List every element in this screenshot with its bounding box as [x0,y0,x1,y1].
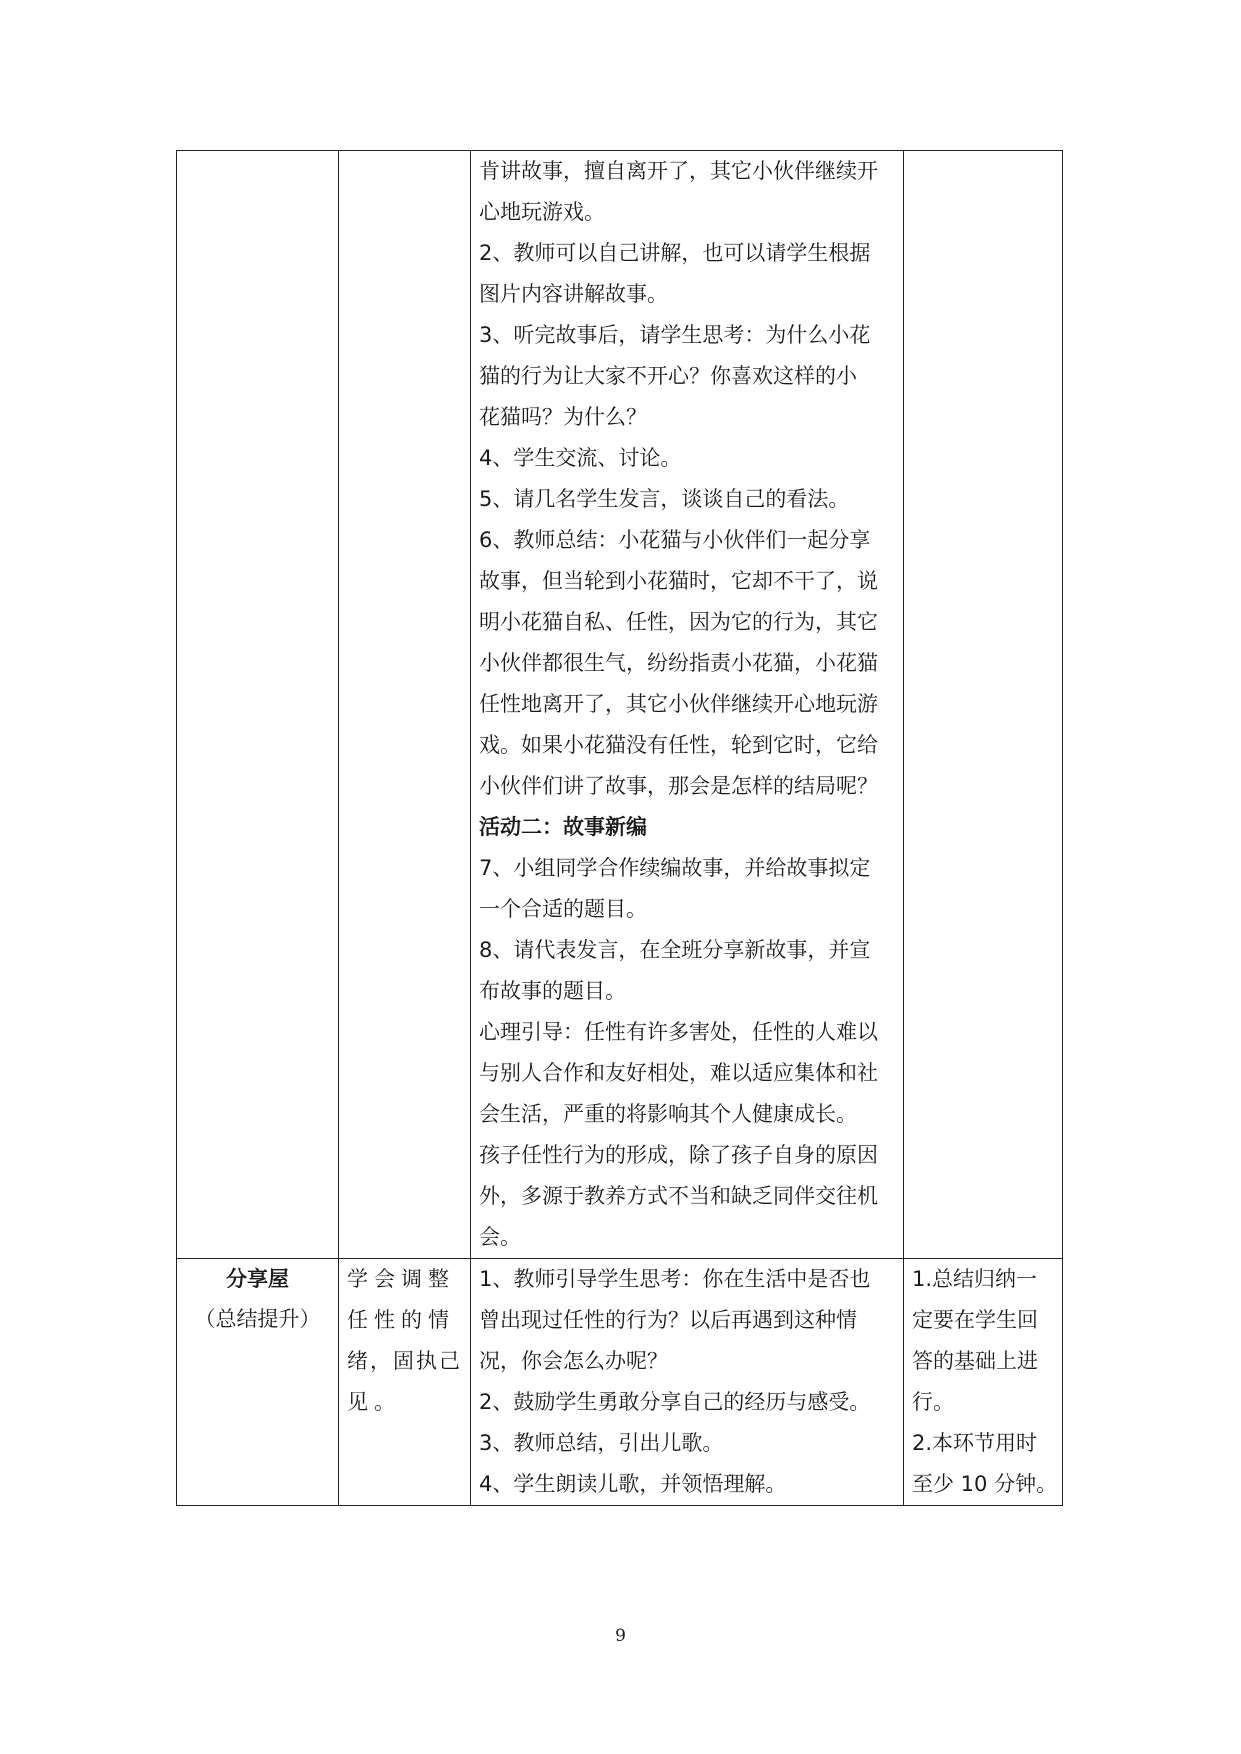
lesson-plan-table [176,150,1063,1506]
goal-cell-empty [339,151,471,1259]
process-line: 7、小组同学合作续编故事，并给故事拟定 [479,856,871,880]
page-number: 9 [615,1626,626,1646]
note-line: 1.总结归纳一 [912,1267,1038,1291]
process-line: 心地玩游戏。 [479,200,605,224]
process-line: 会生活，严重的将影响其个人健康成长。 [479,1102,857,1126]
process-line: 外，多源于教养方式不当和缺乏同伴交往机 [479,1184,878,1208]
process-line: 5、请几名学生发言，谈谈自己的看法。 [479,487,850,511]
activity-heading: 活动二：故事新编 [479,815,647,839]
goal-line: 学会调整 [347,1267,455,1291]
stage-cell-empty [177,151,339,1259]
note-line: 答的基础上进 [912,1349,1038,1373]
process-cell [471,151,904,1259]
process-line: 4、学生交流、讨论。 [479,446,682,470]
process-line: 小伙伴都很生气，纷纷指责小花猫，小花猫 [479,651,878,675]
stage-cell [177,1259,339,1506]
process-line: 一个合适的题目。 [479,897,647,921]
process-line: 小伙伴们讲了故事，那会是怎样的结局呢？ [479,774,878,798]
process-line: 孩子任性行为的形成，除了孩子自身的原因 [479,1143,878,1167]
note-line: 至少 10 分钟。 [912,1472,1058,1496]
process-cell [471,1259,904,1506]
process-line: 4、学生朗读儿歌，并领悟理解。 [479,1472,787,1496]
goal-line: 见。 [347,1390,401,1414]
process-line: 布故事的题目。 [479,979,626,1003]
process-line: 曾出现过任性的行为？以后再遇到这种情 [479,1308,857,1332]
process-line: 肯讲故事，擅自离开了，其它小伙伴继续开 [479,159,878,183]
process-line: 6、教师总结：小花猫与小伙伴们一起分享 [479,528,871,552]
process-line: 猫的行为让大家不开心？你喜欢这样的小 [479,364,857,388]
process-line: 戏。如果小花猫没有任性，轮到它时，它给 [479,733,878,757]
note-line: 定要在学生回 [912,1308,1038,1332]
goal-line: 任性的情 [347,1308,455,1332]
process-line: 2、教师可以自己讲解，也可以请学生根据 [479,241,871,265]
process-line: 3、教师总结，引出儿歌。 [479,1431,724,1455]
process-line: 图片内容讲解故事。 [479,282,668,306]
process-line: 会。 [479,1225,521,1249]
table-row-share-house [177,1259,1063,1506]
process-line: 与别人合作和友好相处，难以适应集体和社 [479,1061,878,1085]
process-line: 3、听完故事后，请学生思考：为什么小花 [479,323,871,347]
table-row-continued-activity [177,151,1063,1259]
note-line: 2.本环节用时 [912,1431,1038,1455]
process-line: 心理引导：任性有许多害处，任性的人难以 [479,1020,878,1044]
process-line: 明小花猫自私、任性，因为它的行为，其它 [479,610,878,634]
process-line: 花猫吗？为什么？ [479,405,647,429]
note-cell-empty [904,151,1063,1259]
stage-title: 分享屋 [226,1267,289,1291]
goal-line: 绪，固执己 [347,1349,462,1373]
process-line: 况，你会怎么办呢？ [479,1349,668,1373]
note-cell [904,1259,1063,1506]
goal-cell [339,1259,471,1506]
process-line: 2、鼓励学生勇敢分享自己的经历与感受。 [479,1390,871,1414]
process-line: 8、请代表发言，在全班分享新故事，并宣 [479,938,871,962]
process-line: 故事，但当轮到小花猫时，它却不干了，说 [479,569,878,593]
process-line: 任性地离开了，其它小伙伴继续开心地玩游 [479,692,878,716]
stage-subtitle: （总结提升） [194,1307,321,1331]
process-line: 1、教师引导学生思考：你在生活中是否也 [479,1267,871,1291]
note-line: 行。 [912,1390,954,1414]
